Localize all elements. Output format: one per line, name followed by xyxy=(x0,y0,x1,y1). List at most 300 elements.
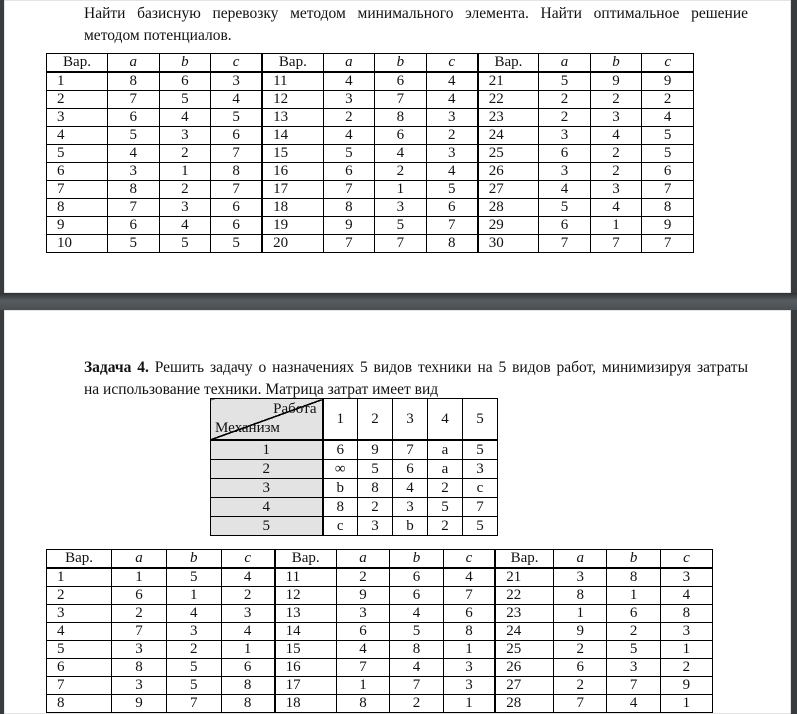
variant-value-cell: 3 xyxy=(539,163,591,181)
variant-value-cell: 7 xyxy=(590,235,642,253)
variant-value-cell: 7 xyxy=(108,199,160,217)
variants-table-row xyxy=(47,217,694,235)
variant-value-cell: 3 xyxy=(539,127,591,145)
matrix-value-cell: 5 xyxy=(358,460,393,479)
variant-number-cell: 20 xyxy=(262,235,323,253)
variant-value-cell: 2 xyxy=(553,641,606,659)
variants-table-row xyxy=(47,109,694,127)
matrix-value-cell: c xyxy=(463,479,498,498)
variants-table-2 xyxy=(46,549,713,713)
variant-value-cell: 4 xyxy=(660,587,712,605)
variant-value-cell: 6 xyxy=(539,145,591,163)
variant-value-cell: 7 xyxy=(211,181,263,199)
variant-value-cell: 6 xyxy=(390,568,443,587)
variants-col-header: b xyxy=(390,550,443,569)
variant-value-cell: 6 xyxy=(221,659,274,677)
variant-value-cell: 3 xyxy=(426,145,478,163)
variant-value-cell: 4 xyxy=(443,568,495,587)
variant-value-cell: 5 xyxy=(375,217,427,235)
variant-value-cell: 8 xyxy=(607,568,660,587)
variants-header-row xyxy=(47,54,694,73)
variant-value-cell: 1 xyxy=(112,568,167,587)
variant-value-cell: 5 xyxy=(108,127,160,145)
variants-col-header: c xyxy=(642,54,694,73)
variants-table-row xyxy=(47,641,713,659)
variants-table-row xyxy=(47,587,713,605)
variant-value-cell: 2 xyxy=(660,659,712,677)
task-line-2: на использование техники. Матрица затрат имеет вид xyxy=(84,381,439,398)
matrix-value-cell: 3 xyxy=(463,460,498,479)
variant-value-cell: 7 xyxy=(539,235,591,253)
variant-value-cell: 3 xyxy=(159,127,211,145)
task-paragraph xyxy=(84,357,748,401)
variant-number-cell: 5 xyxy=(47,145,108,163)
matrix-corner-cell xyxy=(211,399,323,441)
matrix-corner-work-label: Работа xyxy=(273,401,317,417)
variant-value-cell: 4 xyxy=(159,109,211,127)
variant-value-cell: 7 xyxy=(642,181,694,199)
variant-number-cell: 16 xyxy=(262,163,323,181)
variant-value-cell: 5 xyxy=(211,109,263,127)
variant-value-cell: 9 xyxy=(590,72,642,91)
variant-number-cell: 24 xyxy=(478,127,539,145)
variant-value-cell: 3 xyxy=(443,659,495,677)
variant-number-cell: 22 xyxy=(495,587,553,605)
variant-value-cell: 1 xyxy=(443,641,495,659)
matrix-value-cell: 3 xyxy=(358,517,393,536)
matrix-value-cell: 3 xyxy=(393,498,428,517)
matrix-value-cell: 6 xyxy=(393,460,428,479)
variant-number-cell: 27 xyxy=(478,181,539,199)
variant-value-cell: 9 xyxy=(642,72,694,91)
variant-value-cell: 8 xyxy=(323,199,375,217)
variant-number-cell: 26 xyxy=(478,163,539,181)
variant-value-cell: 4 xyxy=(323,127,375,145)
viewer-background-right xyxy=(791,0,797,714)
matrix-row xyxy=(211,479,498,498)
variant-value-cell: 2 xyxy=(607,623,660,641)
variants-table-1 xyxy=(46,53,694,253)
variant-value-cell: 6 xyxy=(642,163,694,181)
document-page-2 xyxy=(4,310,791,714)
variant-value-cell: 1 xyxy=(607,587,660,605)
variant-value-cell: 4 xyxy=(159,217,211,235)
variant-value-cell: 4 xyxy=(375,145,427,163)
matrix-value-cell: a xyxy=(428,460,463,479)
matrix-value-cell: 6 xyxy=(323,440,358,460)
matrix-value-cell: 7 xyxy=(393,440,428,460)
variant-value-cell: 6 xyxy=(553,659,606,677)
variants-table-row xyxy=(47,677,713,695)
variant-value-cell: 8 xyxy=(390,641,443,659)
variants-table-row xyxy=(47,145,694,163)
variants-table-row xyxy=(47,72,694,91)
variant-value-cell: 8 xyxy=(108,72,160,91)
variant-value-cell: 5 xyxy=(642,127,694,145)
variant-value-cell: 4 xyxy=(590,127,642,145)
intro-paragraph xyxy=(84,3,748,47)
variants-col-header: b xyxy=(166,550,221,569)
variant-value-cell: 2 xyxy=(166,641,221,659)
task-label: Задача 4. xyxy=(84,359,149,376)
variant-value-cell: 9 xyxy=(660,677,712,695)
variant-number-cell: 4 xyxy=(47,127,108,145)
variant-number-cell: 10 xyxy=(47,235,108,253)
variant-value-cell: 8 xyxy=(336,695,389,713)
matrix-row xyxy=(211,460,498,479)
variants-table-row xyxy=(47,623,713,641)
variant-value-cell: 5 xyxy=(166,677,221,695)
variant-number-cell: 6 xyxy=(47,659,112,677)
variant-value-cell: 7 xyxy=(108,91,160,109)
matrix-value-cell: 8 xyxy=(323,498,358,517)
variant-value-cell: 5 xyxy=(211,235,263,253)
variant-value-cell: 4 xyxy=(426,163,478,181)
variants-col-header: Вар. xyxy=(478,54,539,73)
matrix-row xyxy=(211,440,498,460)
variant-number-cell: 18 xyxy=(262,199,323,217)
variant-value-cell: 3 xyxy=(660,623,712,641)
variant-value-cell: 4 xyxy=(590,199,642,217)
variant-value-cell: 3 xyxy=(112,677,167,695)
variants-table-row xyxy=(47,181,694,199)
variant-value-cell: 6 xyxy=(336,623,389,641)
cost-matrix-table xyxy=(210,398,498,536)
variant-value-cell: 6 xyxy=(426,199,478,217)
variant-number-cell: 30 xyxy=(478,235,539,253)
variant-value-cell: 2 xyxy=(159,181,211,199)
variant-number-cell: 16 xyxy=(275,659,337,677)
page-separator xyxy=(0,293,797,310)
variant-value-cell: 6 xyxy=(607,605,660,623)
variant-number-cell: 2 xyxy=(47,587,112,605)
variant-number-cell: 14 xyxy=(275,623,337,641)
variants-col-header: Вар. xyxy=(47,550,112,569)
variant-value-cell: 1 xyxy=(660,695,712,713)
variant-value-cell: 3 xyxy=(607,659,660,677)
variant-value-cell: 4 xyxy=(166,605,221,623)
variant-value-cell: 9 xyxy=(323,217,375,235)
variant-number-cell: 21 xyxy=(478,72,539,91)
variant-value-cell: 5 xyxy=(642,145,694,163)
variant-value-cell: 9 xyxy=(553,623,606,641)
variant-value-cell: 8 xyxy=(426,235,478,253)
variants-col-header: Вар. xyxy=(275,550,337,569)
variant-number-cell: 12 xyxy=(275,587,337,605)
variant-value-cell: 2 xyxy=(390,695,443,713)
variant-value-cell: 8 xyxy=(108,181,160,199)
variant-value-cell: 2 xyxy=(112,605,167,623)
variants-col-header: b xyxy=(375,54,427,73)
matrix-value-cell: c xyxy=(323,517,358,536)
variant-value-cell: 6 xyxy=(112,587,167,605)
variant-number-cell: 6 xyxy=(47,163,108,181)
variants-table-row xyxy=(47,568,713,587)
matrix-value-cell: 7 xyxy=(463,498,498,517)
variants-col-header: Вар. xyxy=(495,550,553,569)
variant-number-cell: 17 xyxy=(262,181,323,199)
variants-table-row xyxy=(47,235,694,253)
variant-value-cell: 6 xyxy=(108,217,160,235)
variant-value-cell: 2 xyxy=(539,109,591,127)
variant-value-cell: 8 xyxy=(660,605,712,623)
matrix-value-cell: b xyxy=(323,479,358,498)
variant-number-cell: 17 xyxy=(275,677,337,695)
variant-value-cell: 4 xyxy=(426,72,478,91)
variant-value-cell: 2 xyxy=(642,91,694,109)
variant-value-cell: 2 xyxy=(159,145,211,163)
variant-value-cell: 4 xyxy=(426,91,478,109)
variant-value-cell: 3 xyxy=(553,568,606,587)
variants-col-header: b xyxy=(607,550,660,569)
variant-value-cell: 7 xyxy=(211,145,263,163)
variant-value-cell: 5 xyxy=(166,659,221,677)
intro-line-2: методом потенциалов. xyxy=(84,27,232,44)
variant-value-cell: 3 xyxy=(112,641,167,659)
variant-value-cell: 2 xyxy=(426,127,478,145)
variant-value-cell: 3 xyxy=(323,91,375,109)
variant-number-cell: 24 xyxy=(495,623,553,641)
variant-number-cell: 3 xyxy=(47,605,112,623)
variant-value-cell: 2 xyxy=(590,145,642,163)
variant-value-cell: 5 xyxy=(323,145,375,163)
variant-number-cell: 13 xyxy=(275,605,337,623)
variant-value-cell: 4 xyxy=(642,109,694,127)
variant-value-cell: 3 xyxy=(221,605,274,623)
variant-number-cell: 23 xyxy=(478,109,539,127)
variant-value-cell: 9 xyxy=(112,695,167,713)
variant-value-cell: 2 xyxy=(375,163,427,181)
variant-value-cell: 7 xyxy=(336,659,389,677)
variant-value-cell: 4 xyxy=(211,91,263,109)
document-page-1 xyxy=(4,0,791,293)
matrix-row-label: 3 xyxy=(211,479,323,498)
variant-number-cell: 15 xyxy=(275,641,337,659)
variants-col-header: c xyxy=(443,550,495,569)
variant-value-cell: 3 xyxy=(159,199,211,217)
variant-value-cell: 8 xyxy=(375,109,427,127)
variant-number-cell: 27 xyxy=(495,677,553,695)
variant-value-cell: 6 xyxy=(375,72,427,91)
variant-value-cell: 6 xyxy=(211,199,263,217)
variant-value-cell: 2 xyxy=(590,163,642,181)
matrix-value-cell: ∞ xyxy=(323,460,358,479)
variant-number-cell: 11 xyxy=(275,568,337,587)
variant-number-cell: 8 xyxy=(47,695,112,713)
matrix-row-label: 4 xyxy=(211,498,323,517)
matrix-row-label: 1 xyxy=(211,440,323,460)
variants-col-header: b xyxy=(159,54,211,73)
matrix-row-label: 2 xyxy=(211,460,323,479)
variant-value-cell: 3 xyxy=(336,605,389,623)
variant-value-cell: 5 xyxy=(539,72,591,91)
variant-value-cell: 4 xyxy=(390,659,443,677)
variant-number-cell: 13 xyxy=(262,109,323,127)
variant-value-cell: 1 xyxy=(553,605,606,623)
variant-value-cell: 7 xyxy=(607,677,660,695)
variant-value-cell: 6 xyxy=(211,127,263,145)
variant-value-cell: 3 xyxy=(375,199,427,217)
variant-value-cell: 7 xyxy=(323,181,375,199)
matrix-value-cell: 5 xyxy=(463,517,498,536)
variant-number-cell: 25 xyxy=(478,145,539,163)
variant-value-cell: 8 xyxy=(211,163,263,181)
matrix-value-cell: 5 xyxy=(428,498,463,517)
variant-value-cell: 1 xyxy=(660,641,712,659)
variant-value-cell: 1 xyxy=(336,677,389,695)
variant-number-cell: 25 xyxy=(495,641,553,659)
variant-number-cell: 11 xyxy=(262,72,323,91)
matrix-value-cell: b xyxy=(393,517,428,536)
variants-table-row xyxy=(47,127,694,145)
variant-number-cell: 22 xyxy=(478,91,539,109)
task-text: Решить задачу о назначениях 5 видов техники на 5 видов работ, минимизируя затраты xyxy=(154,359,748,376)
variant-value-cell: 4 xyxy=(607,695,660,713)
variant-number-cell: 19 xyxy=(262,217,323,235)
matrix-value-cell: 2 xyxy=(358,498,393,517)
variants-col-header: Вар. xyxy=(47,54,108,73)
intro-line-1: Найти базисную перевозку методом минимального элемента. Найти оптимальное решение xyxy=(84,5,748,22)
variant-value-cell: 6 xyxy=(108,109,160,127)
variants-col-header: Вар. xyxy=(262,54,323,73)
task-line-1 xyxy=(84,357,748,379)
variant-value-cell: 4 xyxy=(108,145,160,163)
variant-value-cell: 6 xyxy=(159,72,211,91)
matrix-value-cell: 5 xyxy=(463,440,498,460)
variants-col-header: a xyxy=(112,550,167,569)
variant-value-cell: 1 xyxy=(590,217,642,235)
variant-value-cell: 4 xyxy=(221,623,274,641)
matrix-col-header: 3 xyxy=(393,399,428,441)
variants-col-header: a xyxy=(539,54,591,73)
variants-header-row xyxy=(47,550,713,569)
variant-value-cell: 1 xyxy=(159,163,211,181)
variant-value-cell: 6 xyxy=(323,163,375,181)
variant-number-cell: 18 xyxy=(275,695,337,713)
variants-col-header: a xyxy=(323,54,375,73)
variant-number-cell: 26 xyxy=(495,659,553,677)
variant-value-cell: 3 xyxy=(443,677,495,695)
variant-value-cell: 3 xyxy=(590,109,642,127)
variant-value-cell: 7 xyxy=(443,587,495,605)
variants-col-header: c xyxy=(660,550,712,569)
variant-number-cell: 21 xyxy=(495,568,553,587)
matrix-row xyxy=(211,517,498,536)
variant-number-cell: 28 xyxy=(495,695,553,713)
variant-number-cell: 7 xyxy=(47,181,108,199)
variants-col-header: c xyxy=(426,54,478,73)
variant-value-cell: 8 xyxy=(553,587,606,605)
variant-value-cell: 9 xyxy=(642,217,694,235)
variant-value-cell: 2 xyxy=(336,568,389,587)
matrix-value-cell: 9 xyxy=(358,440,393,460)
variant-value-cell: 3 xyxy=(108,163,160,181)
variant-value-cell: 1 xyxy=(221,641,274,659)
variant-value-cell: 6 xyxy=(539,217,591,235)
variant-value-cell: 3 xyxy=(426,109,478,127)
variants-table-row xyxy=(47,659,713,677)
variants-table-row xyxy=(47,91,694,109)
matrix-row xyxy=(211,498,498,517)
variant-value-cell: 5 xyxy=(159,235,211,253)
variant-value-cell: 6 xyxy=(443,605,495,623)
matrix-value-cell: 2 xyxy=(428,517,463,536)
variant-number-cell: 29 xyxy=(478,217,539,235)
variant-number-cell: 7 xyxy=(47,677,112,695)
variant-value-cell: 3 xyxy=(660,568,712,587)
variant-number-cell: 4 xyxy=(47,623,112,641)
variant-value-cell: 4 xyxy=(336,641,389,659)
variants-table-row xyxy=(47,605,713,623)
variant-value-cell: 9 xyxy=(336,587,389,605)
variant-value-cell: 5 xyxy=(390,623,443,641)
variant-number-cell: 15 xyxy=(262,145,323,163)
variant-value-cell: 1 xyxy=(375,181,427,199)
variants-col-header: c xyxy=(211,54,263,73)
variants-col-header: a xyxy=(553,550,606,569)
matrix-corner-machine-label: Механизм xyxy=(215,420,280,436)
variant-value-cell: 7 xyxy=(166,695,221,713)
variant-value-cell: 3 xyxy=(590,181,642,199)
matrix-header-row xyxy=(211,399,498,441)
variant-value-cell: 7 xyxy=(375,91,427,109)
variant-value-cell: 7 xyxy=(323,235,375,253)
variant-value-cell: 5 xyxy=(539,199,591,217)
matrix-value-cell: 4 xyxy=(393,479,428,498)
variant-value-cell: 8 xyxy=(221,695,274,713)
variants-col-header: a xyxy=(108,54,160,73)
variants-col-header: c xyxy=(221,550,274,569)
variant-value-cell: 7 xyxy=(426,217,478,235)
variant-value-cell: 5 xyxy=(108,235,160,253)
variant-value-cell: 8 xyxy=(221,677,274,695)
variant-value-cell: 7 xyxy=(375,235,427,253)
variant-value-cell: 1 xyxy=(166,587,221,605)
variant-value-cell: 2 xyxy=(221,587,274,605)
variant-value-cell: 2 xyxy=(539,91,591,109)
variant-value-cell: 3 xyxy=(166,623,221,641)
variant-value-cell: 8 xyxy=(642,199,694,217)
variants-col-header: a xyxy=(336,550,389,569)
matrix-value-cell: a xyxy=(428,440,463,460)
variants-table-row xyxy=(47,163,694,181)
variant-number-cell: 5 xyxy=(47,641,112,659)
variant-value-cell: 2 xyxy=(553,677,606,695)
variant-value-cell: 6 xyxy=(375,127,427,145)
variant-value-cell: 7 xyxy=(642,235,694,253)
variants-table-row xyxy=(47,199,694,217)
variant-value-cell: 6 xyxy=(390,587,443,605)
variant-value-cell: 5 xyxy=(426,181,478,199)
variant-number-cell: 3 xyxy=(47,109,108,127)
variant-number-cell: 28 xyxy=(478,199,539,217)
variant-value-cell: 3 xyxy=(211,72,263,91)
variant-value-cell: 2 xyxy=(323,109,375,127)
matrix-col-header: 2 xyxy=(358,399,393,441)
variant-number-cell: 8 xyxy=(47,199,108,217)
matrix-value-cell: 2 xyxy=(428,479,463,498)
variant-value-cell: 4 xyxy=(323,72,375,91)
variant-value-cell: 8 xyxy=(443,623,495,641)
variant-value-cell: 4 xyxy=(221,568,274,587)
variants-col-header: b xyxy=(590,54,642,73)
matrix-col-header: 5 xyxy=(463,399,498,441)
matrix-col-header: 4 xyxy=(428,399,463,441)
variant-number-cell: 23 xyxy=(495,605,553,623)
variant-number-cell: 1 xyxy=(47,72,108,91)
variant-number-cell: 9 xyxy=(47,217,108,235)
variant-value-cell: 5 xyxy=(166,568,221,587)
